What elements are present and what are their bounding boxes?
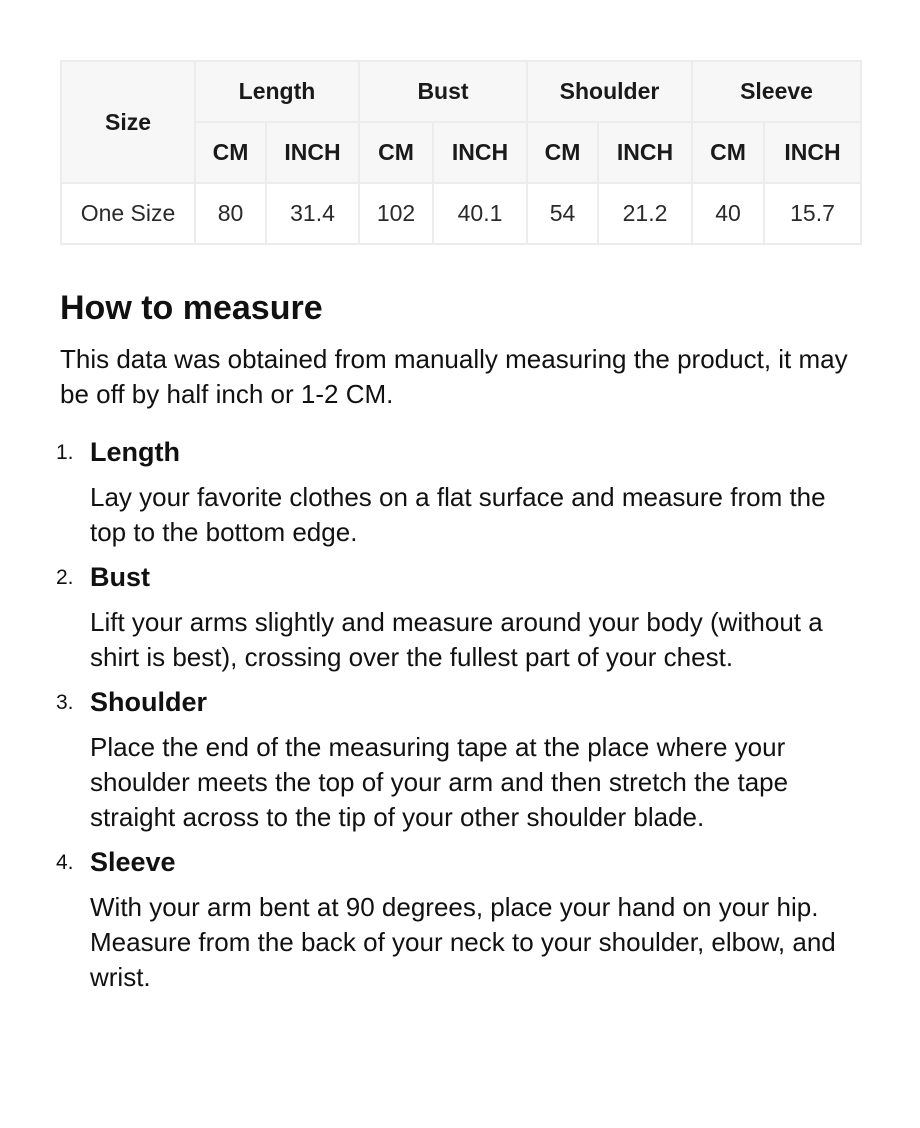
shoulder-cm-header: CM	[527, 122, 598, 183]
shoulder-inch-header: INCH	[598, 122, 692, 183]
length-inch-header: INCH	[266, 122, 359, 183]
step-number: 1.	[56, 441, 74, 464]
sleeve-inch-header: INCH	[764, 122, 861, 183]
step-title: Sleeve	[90, 847, 176, 877]
step-description: With your arm bent at 90 degrees, place your hand on your hip. Measure from the back of your neck to your shoulder, elbow, and wrist.	[90, 892, 836, 992]
length-cm-header: CM	[195, 122, 266, 183]
sleeve-inch-cell: 15.7	[764, 183, 861, 244]
step-title: Length	[90, 437, 180, 467]
shoulder-cm-cell: 54	[527, 183, 598, 244]
table-row	[61, 183, 861, 244]
sleeve-column-header: Sleeve	[692, 61, 861, 122]
bust-cm-cell: 102	[359, 183, 433, 244]
length-cm-cell: 80	[195, 183, 266, 244]
step-description: Lay your favorite clothes on a flat surface and measure from the top to the bottom edge.	[90, 482, 826, 547]
step-title: Bust	[90, 562, 150, 592]
step-description: Place the end of the measuring tape at the place where your shoulder meets the top of your arm and then stretch the tape straight across to the tip of your other shoulder blade.	[90, 732, 789, 832]
page-title: How to measure	[60, 289, 323, 327]
list-item	[56, 845, 860, 995]
bust-cm-header: CM	[359, 122, 433, 183]
size-column-header: Size	[61, 61, 195, 183]
bust-column-header: Bust	[359, 61, 527, 122]
step-title: Shoulder	[90, 687, 208, 717]
length-inch-cell: 31.4	[266, 183, 359, 244]
size-cell: One Size	[61, 183, 195, 244]
step-number: 2.	[56, 566, 74, 589]
step-number: 3.	[56, 691, 74, 714]
shoulder-inch-cell: 21.2	[598, 183, 692, 244]
list-item	[56, 685, 860, 835]
sleeve-cm-header: CM	[692, 122, 764, 183]
intro-text: This data was obtained from manually measuring the product, it may be off by half inch or 1-2 CM.	[60, 344, 848, 409]
measure-steps-list	[56, 435, 860, 995]
list-item	[56, 560, 860, 675]
size-chart-table	[60, 60, 862, 245]
sleeve-cm-cell: 40	[692, 183, 764, 244]
shoulder-column-header: Shoulder	[527, 61, 692, 122]
list-item	[56, 435, 860, 550]
step-number: 4.	[56, 851, 74, 874]
step-description: Lift your arms slightly and measure around your body (without a shirt is best), crossing over the fullest part of your chest.	[90, 607, 823, 672]
bust-inch-cell: 40.1	[433, 183, 527, 244]
bust-inch-header: INCH	[433, 122, 527, 183]
length-column-header: Length	[195, 61, 359, 122]
measure-guide	[56, 286, 860, 1005]
table-header-row-groups	[61, 61, 861, 122]
